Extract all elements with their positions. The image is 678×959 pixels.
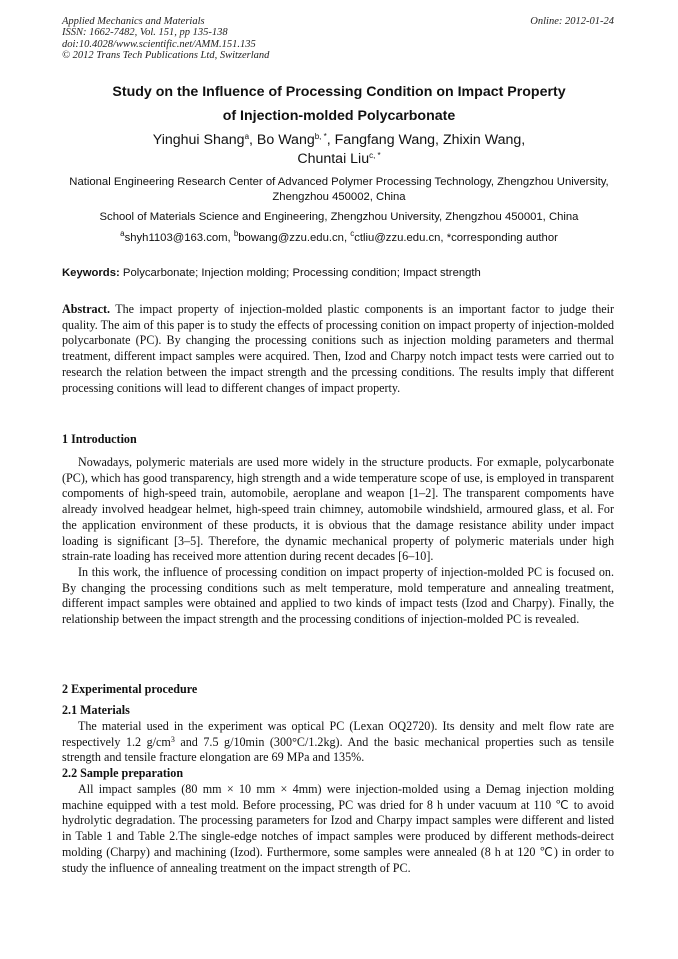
section-heading-experimental: 2 Experimental procedure bbox=[62, 682, 198, 696]
email: ctliu@zzu.edu.cn, *corresponding author bbox=[354, 232, 558, 244]
sample-preparation-body bbox=[62, 782, 614, 876]
author-list bbox=[40, 131, 638, 169]
issn-line: ISSN: 1662-7482, Vol. 151, pp 135-138 bbox=[62, 27, 228, 39]
intro-paragraph-1: Nowadays, polymeric materials are used more widely in the structure products. For exmaple, polycarbonate (PC), which has good transparency, high strength and a wide temperature scope of use, is employed in transparent compoments of high-speed train, automobile, aeroplane and weapon [1–2]. The transparent compoments have already involved headgear helmet, high-speed train chimney, automobile windshield, armoured glass, et al. For the application environment of these products, it is obvious that the damage resistance ability under impact loading is significant [3–5]. Therefore, the dynamic mechanical property of polymeric materials under high strain-rate loading has received more attention during recent decades [6–10]. bbox=[62, 455, 614, 564]
email-sup: c bbox=[350, 229, 355, 238]
author-sup: a bbox=[244, 132, 250, 141]
email-sup: b bbox=[233, 229, 239, 238]
materials-sup: 3 bbox=[170, 734, 175, 744]
keywords-label: Keywords: bbox=[62, 267, 120, 279]
author-name: , Fangfang Wang, Zhixin Wang, bbox=[326, 132, 526, 148]
doi-line: doi:10.4028/www.scientific.net/AMM.151.135 bbox=[62, 38, 256, 50]
author-name: Chuntai Liu bbox=[297, 151, 370, 167]
affiliation-1: National Engineering Research Center of Advanced Polymer Processing Technology, Zhengzhou University, Zhengzhou 450002, China bbox=[69, 176, 609, 203]
author-sup: b, * bbox=[314, 132, 327, 141]
email: shyh1103@163.com, bbox=[124, 232, 234, 244]
author-name: Yinghui Shang bbox=[152, 132, 245, 148]
author-sup: c, * bbox=[369, 151, 381, 160]
journal-header bbox=[62, 16, 269, 62]
prep-paragraph: All impact samples (80 mm × 10 mm × 4mm) were injection-molded using a Demag injection molding machine equipped with a test mold. Before processing, PC was dried for 8 h under vacuum at 110 ℃ to avoid hydrolytic degradation. The processing parameters for Izod and Charpy impact samples were different and listed in Table 1 and Table 2.The single-edge notches of impact samples were produced by different methods-deirect molding (Charpy) and machining (Izod). Furthermore, some samples were annealed (8 h at 120 ℃) in order to study the influence of annealing treatment on the impact strength of PC. bbox=[62, 782, 614, 875]
title-line-2: of Injection-molded Polycarbonate bbox=[222, 108, 456, 124]
subsection-heading-sample-preparation: 2.2 Sample preparation bbox=[62, 766, 184, 780]
copyright-line: © 2012 Trans Tech Publications Ltd, Switzerland bbox=[62, 50, 270, 62]
affiliation-2: School of Materials Science and Engineering, Zhengzhou University, Zhengzhou 450001, China bbox=[99, 211, 579, 223]
online-date: Online: 2012-01-24 bbox=[530, 16, 614, 27]
keywords-text: Polycarbonate; Injection molding; Processing condition; Impact strength bbox=[119, 267, 481, 279]
title-line-1: Study on the Influence of Processing Condition on Impact Property bbox=[112, 84, 566, 100]
authors-line-2 bbox=[40, 150, 638, 169]
paper-title bbox=[40, 80, 638, 128]
author-name: , Bo Wang bbox=[249, 132, 315, 148]
materials-body bbox=[62, 719, 614, 766]
author-emails bbox=[40, 231, 638, 246]
materials-text: and 7.5 g/10min (300°C/1.2kg). And the basic mechanical properties such as tensile strength and tensile fracture elongation are 69 MPa and 135%. bbox=[62, 734, 614, 765]
materials-text: The material used in the experiment was optical PC (Lexan OQ2720). Its density and melt flow rate are respectively 1.2 g/cm bbox=[62, 719, 614, 749]
authors-line-1 bbox=[40, 131, 638, 150]
abstract-label: Abstract. bbox=[62, 302, 111, 316]
intro-paragraph-2: In this work, the influence of processing condition on impact property of injection-molded PC is focused on. By changing the processing conditions such as melt temperature, mold temperature and annealing treatment, different impact samples were obtained and applied to two kinds of impact tests (Izod and Charpy). Finally, the relationship between the impact strength and the processing conditions of injection-molded PC is revealed. bbox=[62, 564, 614, 627]
journal-name: Applied Mechanics and Materials bbox=[62, 16, 205, 27]
email: bowang@zzu.edu.cn, bbox=[238, 232, 351, 244]
abstract-text: The impact property of injection-molded plastic components is an important factor to judge their quality. The aim of this paper is to study the effects of processing conition on impact property of injection-molded polycarbonate (PC). By changing the processing conitions such as injection molding parameters and thermal treatment, different impact samples were acquired. Then, Izod and Charpy notch impact tests were carried out to research the relation between the impact strength and the prcessing conditions. The results imply that different processing conitions will lead to different changes of impact property. bbox=[62, 302, 614, 395]
keywords bbox=[62, 267, 481, 279]
email-sup: a bbox=[120, 229, 125, 238]
abstract bbox=[62, 302, 614, 396]
section-heading-introduction: 1 Introduction bbox=[62, 432, 137, 446]
subsection-heading-materials: 2.1 Materials bbox=[62, 703, 130, 717]
introduction-body bbox=[62, 455, 614, 628]
